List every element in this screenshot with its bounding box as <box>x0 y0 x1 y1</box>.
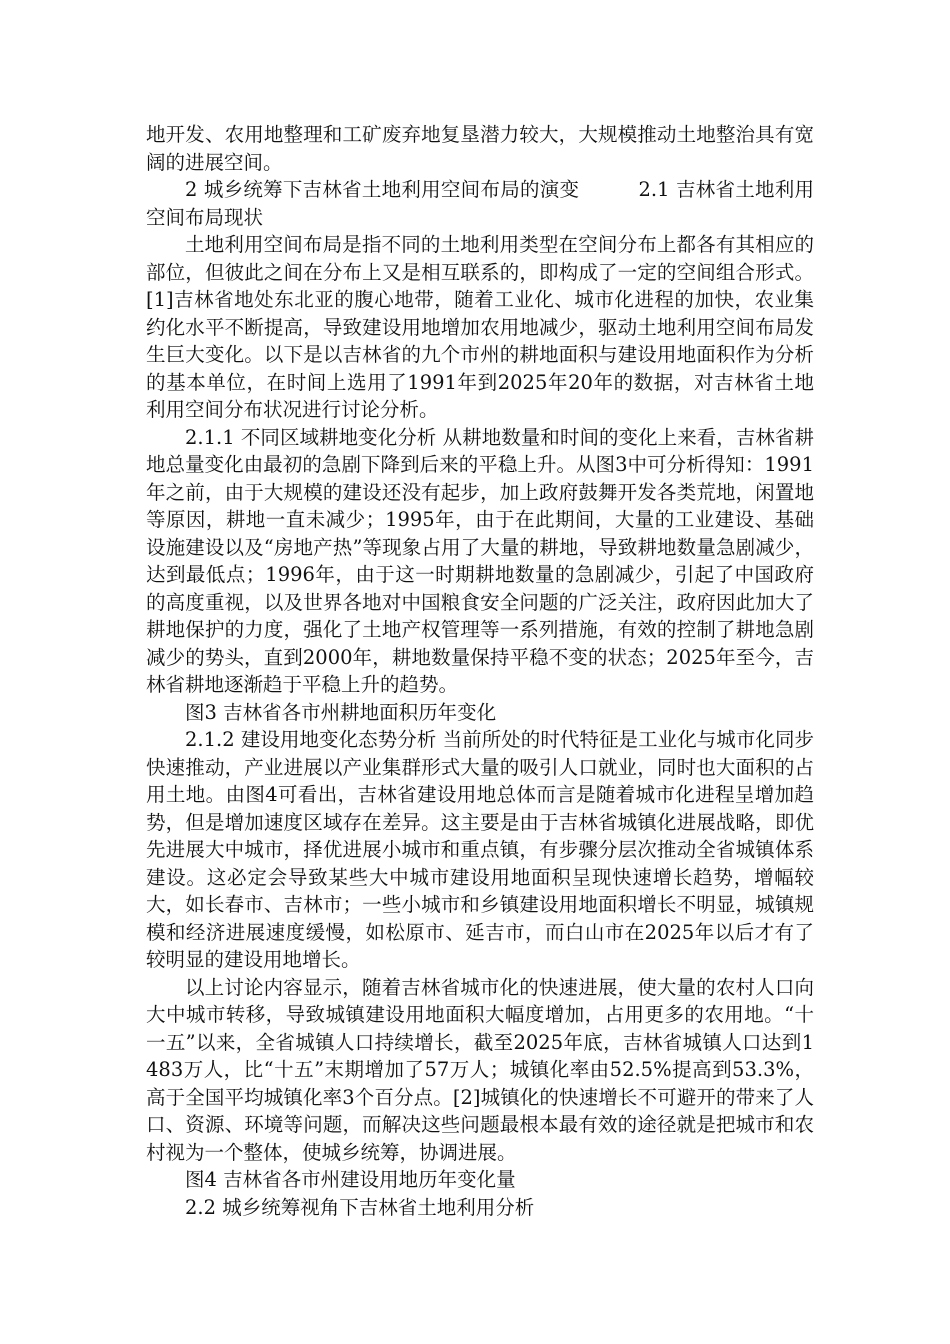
paragraph-spatial-layout: 土地利用空间布局是指不同的土地利用类型在空间分布上都各有其相应的部位，但彼此之间在分布上又是相互联系的，即构成了一定的空间组合形式。[1]吉林省地处东北亚的腹心地带，随着工业化、城市化进程的加快，农业集约化水平不断提高，导致建设用地增加农用地减少，驱动土地利用空间布局发生巨大变化。以下是以吉林省的九个市州的耕地面积与建设用地面积作为分析的基本单位，在时间上选用了1991年到2025年20年的数据，对吉林省土地利用空间分布状况进行讨论分析。 <box>146 233 814 421</box>
figure-3-caption: 图3 吉林省各市州耕地面积历年变化 <box>185 700 497 724</box>
paragraph-urbanization: 以上讨论内容显示，随着吉林省城市化的快速进展，使大量的农村人口向大中城市转移，导致城镇建设用地面积大幅度增加，占用更多的农用地。“十一五”以来，全省城镇人口持续增长，截至2025年底，吉林省城镇人口达到1483万人，比“十五”末期增加了57万人；城镇化率由52.5%提高到53.3%，高于全国平均城镇化率3个百分点。[2]城镇化的快速增长不可避开的带来了人口、资源、环境等问题，而解决这些问题最根本最有效的途径就是把城市和农村视为一个整体，使城乡统筹，协调进展。 <box>146 975 814 1164</box>
figure-4-caption: 图4 吉林省各市州建设用地历年变化量 <box>185 1168 516 1191</box>
section-heading-2: 2 城乡统筹下吉林省土地利用空间布局的演变 2.1 吉林省土地利用空间布局现状 <box>146 178 814 229</box>
document-body <box>146 121 814 1221</box>
paragraph-farmland-change: 2.1.1 不同区域耕地变化分析 从耕地数量和时间的变化上来看，吉林省耕地总量变化由最初的急剧下降到后来的平稳上升。从图3中可分析得知：1991年之前，由于大规模的建设还没有起步，加上政府鼓舞开发各类荒地，闲置地等原因，耕地一直未减少；1995年，由于在此期间，大量的工业建设、基础设施建设以及“房地产热”等现象占用了大量的耕地，导致耕地数量急剧减少，达到最低点；1996年，由于这一时期耕地数量的急剧减少，引起了中国政府的高度重视，以及世界各地对中国粮食安全问题的广泛关注，政府因此加大了耕地保护的力度，强化了土地产权管理等一系列措施，有效的控制了耕地急剧减少的势头，直到2000年，耕地数量保持平稳不变的状态；2025年至今，吉林省耕地逐渐趋于平稳上升的趋势。 <box>146 425 814 696</box>
paragraph-construction-land: 2.1.2 建设用地变化态势分析 当前所处的时代特征是工业化与城市化同步快速推动，产业进展以产业集群形式大量的吸引人口就业，同时也大面积的占用土地。由图4可看出，吉林省建设用地总体而言是随着城市化进程呈增加趋势，但是增加速度区域存在差异。这主要是由于吉林省城镇化进展战略，即优先进展大中城市，择优进展小城市和重点镇，有步骤分层次推动全省城镇体系建设。这必定会导致某些大中城市建设用地面积呈现快速增长趋势，增幅较大，如长春市、吉林市；一些小城市和乡镇建设用地面积增长不明显，城镇规模和经济进展速度缓慢，如松原市、延吉市，而白山市在2025年以后才有了较明显的建设用地增长。 <box>146 728 814 971</box>
paragraph-intro-continuation: 地开发、农用地整理和工矿废弃地复垦潜力较大，大规模推动土地整治具有宽阔的进展空间。 <box>146 123 814 174</box>
section-heading-2-2: 2.2 城乡统筹视角下吉林省土地利用分析 <box>185 1195 535 1219</box>
